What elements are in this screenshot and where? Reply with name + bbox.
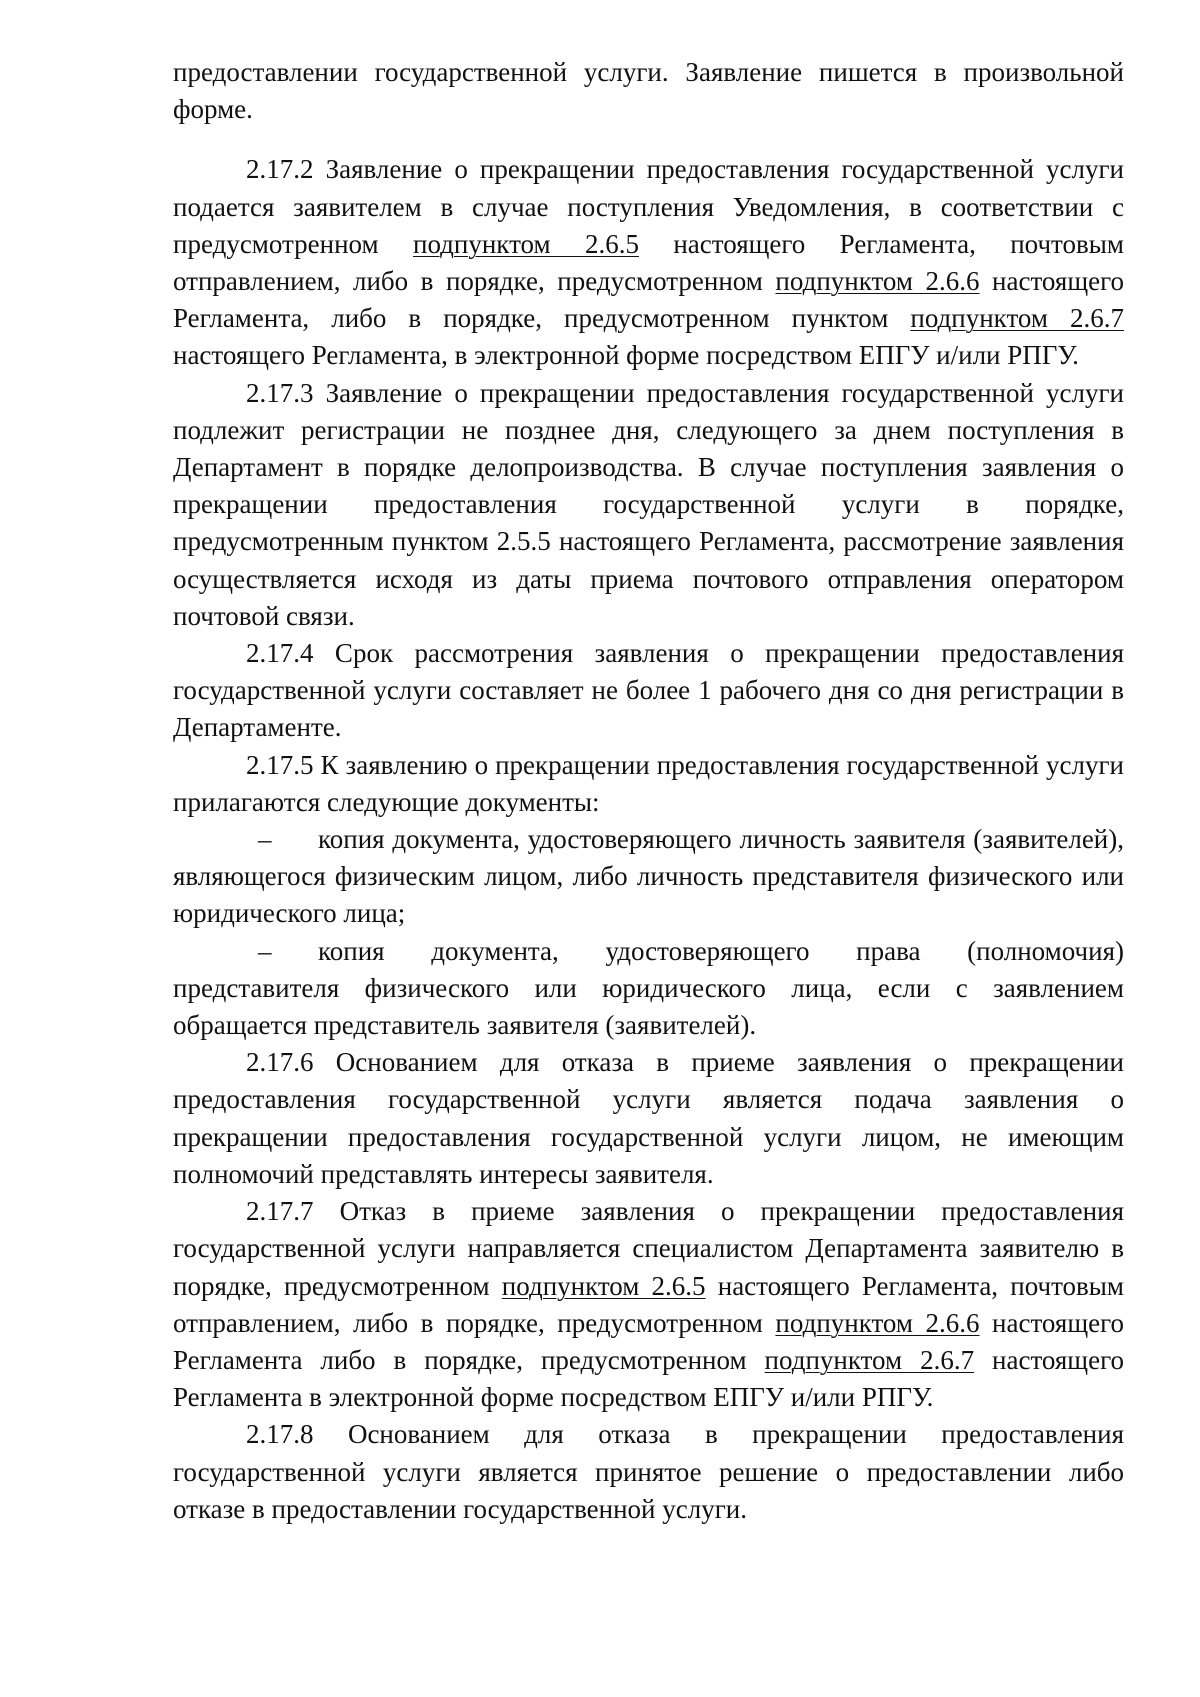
- paragraph-text: настоящего Регламента, в электронной форме посредством ЕПГУ и/или РПГУ.: [173, 340, 1079, 371]
- paragraph-2-17-4: [173, 635, 1124, 747]
- paragraph-2-17-3: [173, 375, 1124, 635]
- reference-link[interactable]: подпунктом 2.6.5: [413, 228, 639, 259]
- list-item: [173, 933, 1124, 1045]
- paragraph-text: настоящего Регламента либо в порядке, предусмотренном: [173, 1307, 1125, 1375]
- paragraph-text: Отказ в приеме заявления о прекращении предоставления государственной услуги направляется специалистом Департамента заявителю в порядке, предусмотренном: [173, 1196, 1124, 1301]
- paragraph-text: настоящего Регламента, почтовым отправлением, либо в порядке, предусмотренном: [173, 228, 1124, 297]
- dash-marker: –: [258, 824, 272, 855]
- reference-link[interactable]: подпунктом 2.6.7: [764, 1344, 975, 1375]
- section-number: 2.17.7: [246, 1196, 314, 1227]
- paragraph-2-17-7: [173, 1193, 1124, 1416]
- section-number: 2.17.5: [246, 749, 314, 780]
- paragraph-2-17-8: [173, 1416, 1124, 1528]
- reference-link[interactable]: подпунктом 2.6.6: [775, 1307, 980, 1338]
- paragraph-text: Основанием для отказа в прекращении предоставления государственной услуги является принятое решение о предоставлении либо отказе в предоставлении государственной услуги.: [173, 1419, 1124, 1524]
- reference-link[interactable]: подпунктом 2.6.5: [501, 1270, 706, 1301]
- section-number: 2.17.6: [246, 1047, 314, 1078]
- paragraph-text: настоящего Регламента, либо в порядке, предусмотренном пунктом: [173, 266, 1125, 334]
- paragraph-text: Заявление о прекращении предоставления государственной услуги подлежит регистрации не позднее дня, следующего за днем поступления в Департамент в порядке делопроизводства. В случае поступления заявления о прекращении предоставления государственной услуги в порядке, предусмотренным пунктом 2.5.5 настоящего Регламента, рассмотрение заявления осуществляется исходя из даты приема почтового отправления оператором почтовой связи.: [173, 377, 1124, 631]
- reference-link[interactable]: подпунктом 2.6.7: [910, 303, 1124, 334]
- paragraph-2-17-5: [173, 747, 1124, 821]
- paragraph-text: Срок рассмотрения заявления о прекращении предоставления государственной услуги составляет не более 1 рабочего дня со дня регистрации в Департаменте.: [173, 638, 1124, 743]
- paragraph-2-17-6: [173, 1044, 1124, 1193]
- paragraph-2-17-2: [173, 151, 1124, 374]
- paragraph-text: Заявление о прекращении предоставления государственной услуги подается заявителем в случае поступления Уведомления, в соответствии с предусмотренном: [173, 154, 1124, 259]
- paragraph-text: К заявлению о прекращении предоставления государственной услуги прилагаются следующие документы:: [173, 749, 1124, 817]
- paragraph-text: настоящего Регламента, почтовым отправлением, либо в порядке, предусмотренном: [173, 1270, 1124, 1338]
- section-number: 2.17.8: [246, 1419, 314, 1450]
- paragraph-text: предоставлении государственной услуги. Заявление пишется в произвольной форме.: [173, 57, 1124, 125]
- paragraph-text: Основанием для отказа в приеме заявления о прекращении предоставления государственной услуги является подача заявления о прекращении предоставления государственной услуги лицом, не имеющим полномочий представлять интересы заявителя.: [173, 1047, 1124, 1189]
- paragraph-text: настоящего Регламента в электронной форме посредством ЕПГУ и/или РПГУ.: [173, 1344, 1124, 1413]
- list-item-text: копия документа, удостоверяющего права (полномочия) представителя физического или юридического лица, если с заявлением обращается представитель заявителя (заявителей).: [173, 935, 1124, 1041]
- section-number: 2.17.4: [246, 638, 314, 669]
- list-item: [173, 821, 1124, 933]
- document-page: [173, 54, 1124, 1528]
- dash-marker: –: [258, 935, 272, 966]
- reference-link[interactable]: подпунктом 2.6.6: [775, 266, 980, 297]
- section-number: 2.17.3: [246, 377, 314, 408]
- list-item-text: копия документа, удостоверяющего личность заявителя (заявителей), являющегося физическим лицом, либо личность представителя физического или юридического лица;: [173, 824, 1124, 929]
- paragraph-continuation: [173, 54, 1124, 128]
- section-number: 2.17.2: [246, 154, 314, 185]
